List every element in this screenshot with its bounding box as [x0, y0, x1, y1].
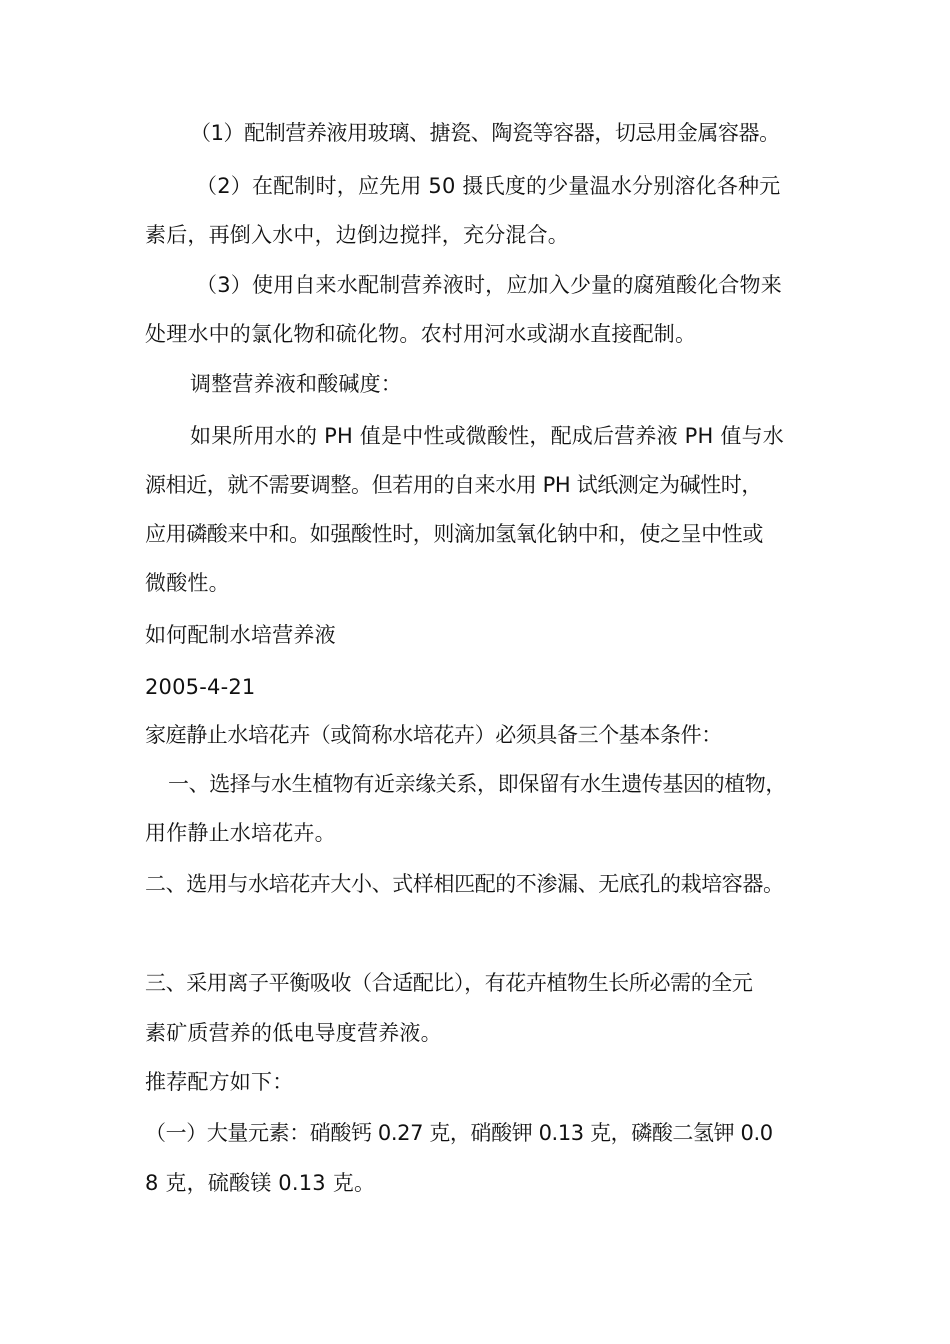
- article-date: 2005-4-21: [145, 675, 256, 699]
- paragraph-line-19: 推荐配方如下：: [145, 1070, 294, 1094]
- paragraph-line-2: （2）在配制时，应先用 50 摄氏度的少量温水分别溶化各种元: [196, 174, 781, 198]
- paragraph-line-15: 用作静止水培花卉。: [145, 821, 336, 845]
- paragraph-line-4: （3）使用自来水配制营养液时，应加入少量的腐殖酸化合物来: [196, 273, 782, 297]
- article-title: 如何配制水培营养液: [145, 623, 336, 647]
- paragraph-line-21: 8 克，硫酸镁 0.13 克。: [145, 1171, 376, 1195]
- paragraph-line-14: 一、选择与水生植物有近亲缘关系，即保留有水生遗传基因的植物，: [168, 772, 786, 796]
- paragraph-line-7: 如果所用水的 PH 值是中性或微酸性，配成后营养液 PH 值与水: [190, 424, 785, 448]
- paragraph-line-8: 源相近，就不需要调整。但若用的自来水用 PH 试纸测定为碱性时，: [145, 473, 763, 497]
- paragraph-line-9: 应用磷酸来中和。如强酸性时，则滴加氢氧化钠中和，使之呈中性或: [145, 522, 763, 546]
- paragraph-line-1: （1）配制营养液用玻璃、搪瓷、陶瓷等容器，切忌用金属容器。: [190, 121, 780, 145]
- paragraph-line-18: 素矿质营养的低电导度营养液。: [145, 1021, 442, 1045]
- paragraph-line-5: 处理水中的氯化物和硫化物。农村用河水或湖水直接配制。: [145, 322, 697, 346]
- paragraph-line-6: 调整营养液和酸碱度：: [190, 372, 402, 396]
- paragraph-line-3: 素后，再倒入水中，边倒边搅拌，充分混合。: [145, 223, 569, 247]
- paragraph-line-13: 家庭静止水培花卉（或简称水培花卉）必须具备三个基本条件：: [145, 723, 722, 747]
- paragraph-line-17: 三、采用离子平衡吸收（合适配比），有花卉植物生长所必需的全元: [145, 971, 753, 995]
- paragraph-line-20: （一）大量元素：硝酸钙 0.27 克，硝酸钾 0.13 克，磷酸二氢钾 0.0: [145, 1121, 773, 1145]
- paragraph-line-10: 微酸性。: [145, 571, 230, 595]
- paragraph-line-16: 二、选用与水培花卉大小、式样相匹配的不渗漏、无底孔的栽培容器。: [145, 872, 784, 896]
